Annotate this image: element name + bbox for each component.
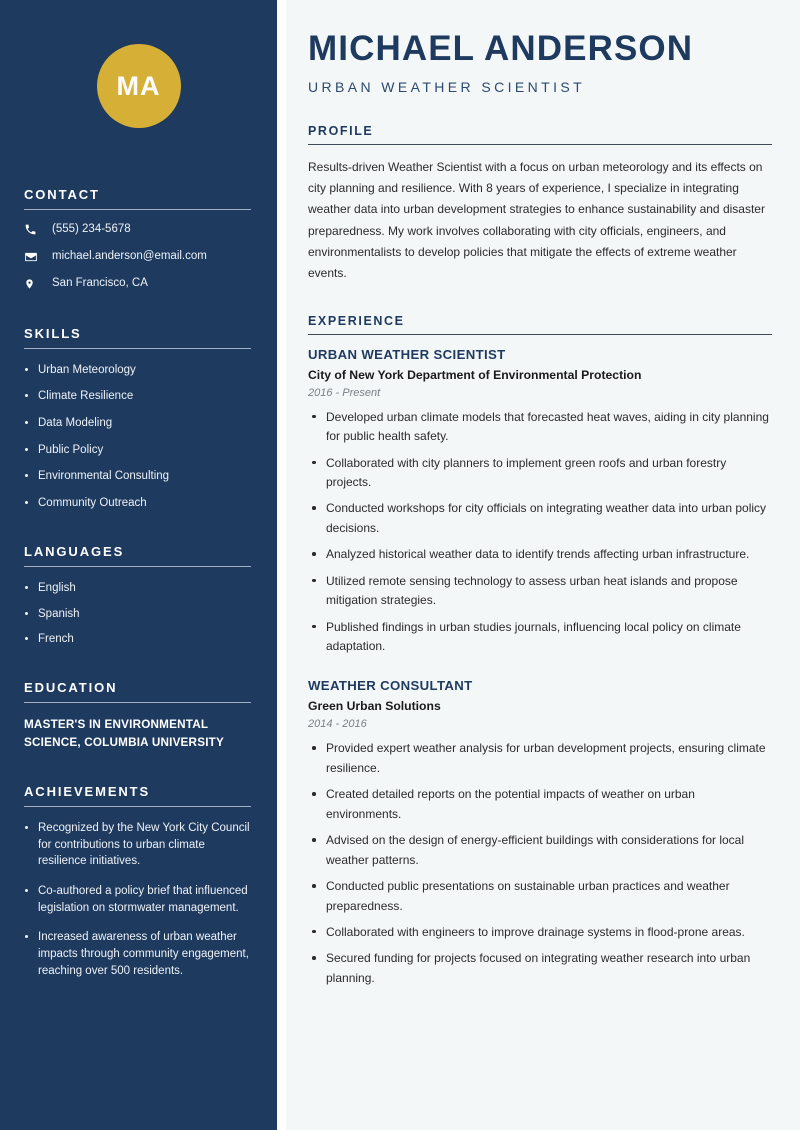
email-value: michael.anderson@email.com [52,249,207,262]
email-icon [24,250,42,264]
list-item: Data Modeling [24,415,251,432]
list-item: Analyzed historical weather data to identify trends affecting urban infrastructure. [308,545,772,564]
achievements-heading: ACHIEVEMENTS [24,784,151,800]
list-item: Secured funding for projects focused on integrating weather research into urban planning. [308,949,772,988]
list-item: Increased awareness of urban weather impacts through community engagement, reaching over 500 residents. [24,929,251,979]
list-item: Collaborated with city planners to implement green roofs and urban forestry projects. [308,454,772,493]
experience-section [308,314,772,989]
list-item: Spanish [24,606,251,623]
languages-heading: LANGUAGES [24,543,125,559]
contact-item-phone[interactable] [24,223,251,237]
languages-section [0,544,277,648]
languages-list [24,580,251,648]
list-item: Recognized by the New York City Council for contributions to urban climate resilience initiatives. [24,820,251,870]
job-dates: 2016 - Present [308,386,381,399]
list-item: Community Outreach [24,495,251,512]
job-dates: 2014 - 2016 [308,718,367,731]
list-item: Conducted workshops for city officials on integrating weather data into urban policy decisions. [308,499,772,538]
location-value: San Francisco, CA [52,276,148,289]
main-content [286,0,800,1130]
job-bullet-list [308,739,772,988]
phone-value: (555) 234-5678 [52,223,131,235]
list-item: Developed urban climate models that forecasted heat waves, aiding in city planning for public health safety. [308,408,772,447]
contact-divider [24,209,251,210]
skills-divider [24,348,251,349]
job-title: WEATHER CONSULTANT [308,678,473,694]
page-title: MICHAEL ANDERSON [308,29,694,68]
list-item: Provided expert weather analysis for urban development projects, ensuring climate resilience. [308,739,772,778]
profile-section [308,124,772,285]
profile-heading: PROFILE [308,123,374,138]
list-item: Environmental Consulting [24,468,251,485]
education-divider [24,702,251,703]
profile-divider [308,144,772,145]
experience-entry [308,678,772,988]
contact-item-email[interactable] [24,250,251,264]
experience-divider [308,334,772,335]
avatar-container [0,0,277,128]
list-item: Created detailed reports on the potential impacts of weather on urban environments. [308,785,772,824]
experience-entry [308,347,772,657]
location-icon [24,277,42,291]
languages-divider [24,566,251,567]
achievements-list [24,820,251,979]
achievements-section [0,784,277,979]
job-bullet-list [308,408,772,657]
list-item: Published findings in urban studies journals, influencing local policy on climate adaptation. [308,618,772,657]
list-item: Public Policy [24,442,251,459]
achievements-divider [24,806,251,807]
list-item: French [24,631,251,648]
education-degree: MASTER'S IN ENVIRONMENTAL SCIENCE, COLUMBIA UNIVERSITY [24,717,224,749]
contact-section [0,187,277,291]
skills-list [24,362,251,512]
job-company: City of New York Department of Environmental Protection [308,367,642,382]
list-item: Utilized remote sensing technology to assess urban heat islands and propose mitigation strategies. [308,572,772,611]
list-item: Collaborated with engineers to improve drainage systems in flood-prone areas. [308,923,772,942]
avatar: MA [97,44,181,128]
profile-text: Results-driven Weather Scientist with a focus on urban meteorology and its effects on city planning and resilience. With 8 years of experience, I specialize in integrating weather data into urban development strategies to enhance sustainability and disaster preparedness. My work involves collaborating with city officials, engineers, and environmentalists to develop policies that mitigate the effects of extreme weather events. [308,159,765,281]
list-item: Conducted public presentations on sustainable urban practices and weather preparedness. [308,877,772,916]
job-title: URBAN WEATHER SCIENTIST [308,346,506,362]
education-heading: EDUCATION [24,679,118,695]
contact-heading: CONTACT [24,187,100,202]
list-item: Advised on the design of energy-efficient buildings with considerations for local weather patterns. [308,831,772,870]
skills-heading: SKILLS [24,325,82,341]
skills-section [0,326,277,512]
job-role-subtitle: URBAN WEATHER SCIENTIST [308,78,586,95]
list-item: Urban Meteorology [24,362,251,379]
list-item: Climate Resilience [24,388,251,405]
list-item: English [24,580,251,597]
experience-heading: EXPERIENCE [308,313,405,328]
education-section [0,680,277,752]
contact-item-location[interactable] [24,277,251,291]
sidebar [0,0,277,1130]
phone-icon [24,223,42,236]
column-gutter [277,0,286,1130]
job-company: Green Urban Solutions [308,699,441,714]
list-item: Co-authored a policy brief that influenced legislation on stormwater management. [24,883,251,916]
